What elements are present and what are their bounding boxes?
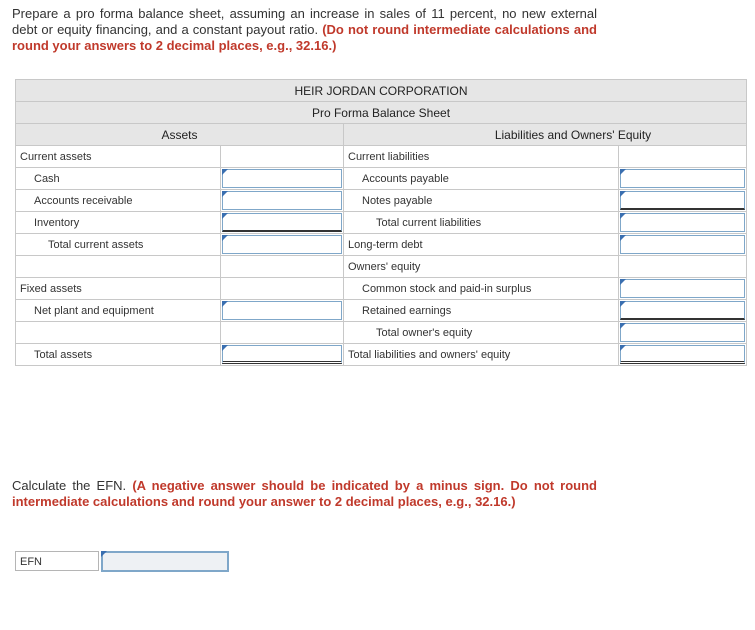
inventory-input[interactable] [222, 213, 342, 232]
input-flag-icon [620, 301, 626, 307]
input-flag-icon [222, 191, 228, 197]
row-label-cash: Cash [16, 168, 221, 190]
net-plant-input[interactable] [222, 301, 342, 320]
input-flag-icon [101, 551, 107, 557]
row-label-accounts-receivable: Accounts receivable [16, 190, 221, 212]
row-label-fixed-assets: Fixed assets [16, 278, 221, 300]
row-label-owners-equity: Owners' equity [344, 256, 619, 278]
efn-input[interactable] [101, 551, 229, 572]
assets-header: Assets [16, 124, 344, 146]
input-flag-icon [620, 279, 626, 285]
accounts-payable-input[interactable] [620, 169, 745, 188]
balance-sheet-table [15, 79, 747, 366]
input-flag-icon [620, 169, 626, 175]
question-2-text [12, 478, 597, 510]
input-flag-icon [620, 213, 626, 219]
row-label-total-owners-equity: Total owner's equity [344, 322, 619, 344]
input-flag-icon [620, 323, 626, 329]
efn-label: EFN [15, 551, 99, 571]
total-assets-input[interactable] [222, 345, 342, 364]
total-current-assets-input[interactable] [222, 235, 342, 254]
accounts-payable-input-cell [619, 168, 747, 190]
common-stock-input[interactable] [620, 279, 745, 298]
input-flag-icon [620, 191, 626, 197]
row-label-accounts-payable: Accounts payable [344, 168, 619, 190]
company-name: HEIR JORDAN CORPORATION [16, 80, 747, 102]
row-label-total-current-liabilities: Total current liabilities [344, 212, 619, 234]
notes-payable-input[interactable] [620, 191, 745, 210]
input-flag-icon [620, 345, 626, 351]
retained-earnings-input[interactable] [620, 301, 745, 320]
total-current-liabilities-input-cell [619, 212, 747, 234]
total-assets-input-cell [221, 344, 344, 366]
net-plant-input-cell [221, 300, 344, 322]
question-1-body: Prepare a pro forma balance sheet, assuming an increase in sales of 11 percent, no new external debt or equity financing, and a constant payout ratio. [12, 6, 597, 37]
row-label-notes-payable: Notes payable [344, 190, 619, 212]
cash-input[interactable] [222, 169, 342, 188]
total-current-liabilities-input[interactable] [620, 213, 745, 232]
row-label-common-stock: Common stock and paid-in surplus [344, 278, 619, 300]
long-term-debt-input[interactable] [620, 235, 745, 254]
retained-earnings-input-cell [619, 300, 747, 322]
total-liabilities-equity-input[interactable] [620, 345, 745, 364]
row-label-total-liabilities-equity: Total liabilities and owners' equity [344, 344, 619, 366]
accounts-receivable-input[interactable] [222, 191, 342, 210]
row-label-total-assets: Total assets [16, 344, 221, 366]
row-label-inventory: Inventory [16, 212, 221, 234]
total-owners-equity-input[interactable] [620, 323, 745, 342]
cash-input-cell [221, 168, 344, 190]
total-liabilities-equity-input-cell [619, 344, 747, 366]
question-1-text [12, 6, 597, 54]
total-owners-equity-input-cell [619, 322, 747, 344]
sheet-subtitle: Pro Forma Balance Sheet [16, 102, 747, 124]
row-label-current-assets: Current assets [16, 146, 221, 168]
accounts-receivable-input-cell [221, 190, 344, 212]
total-current-assets-input-cell [221, 234, 344, 256]
inventory-input-cell [221, 212, 344, 234]
question-2-instruction: (A negative answer should be indicated by a minus sign. Do not round intermediate calculations and round your answer to 2 decimal places, e.g., 32.16.) [12, 478, 597, 509]
input-flag-icon [222, 169, 228, 175]
input-flag-icon [222, 235, 228, 241]
common-stock-input-cell [619, 278, 747, 300]
row-label-net-plant: Net plant and equipment [16, 300, 221, 322]
question-2-body: Calculate the EFN. [12, 478, 133, 493]
row-label-long-term-debt: Long-term debt [344, 234, 619, 256]
long-term-debt-input-cell [619, 234, 747, 256]
input-flag-icon [620, 235, 626, 241]
input-flag-icon [222, 301, 228, 307]
question-1-instruction: (Do not round intermediate calculations and round your answers to 2 decimal places, e.g., 32.16.) [12, 22, 597, 53]
input-flag-icon [222, 345, 228, 351]
row-label-total-current-assets: Total current assets [16, 234, 221, 256]
input-flag-icon [222, 213, 228, 219]
row-label-current-liabilities: Current liabilities [344, 146, 619, 168]
liabilities-header: Liabilities and Owners' Equity [344, 124, 747, 146]
row-label-retained-earnings: Retained earnings [344, 300, 619, 322]
notes-payable-input-cell [619, 190, 747, 212]
